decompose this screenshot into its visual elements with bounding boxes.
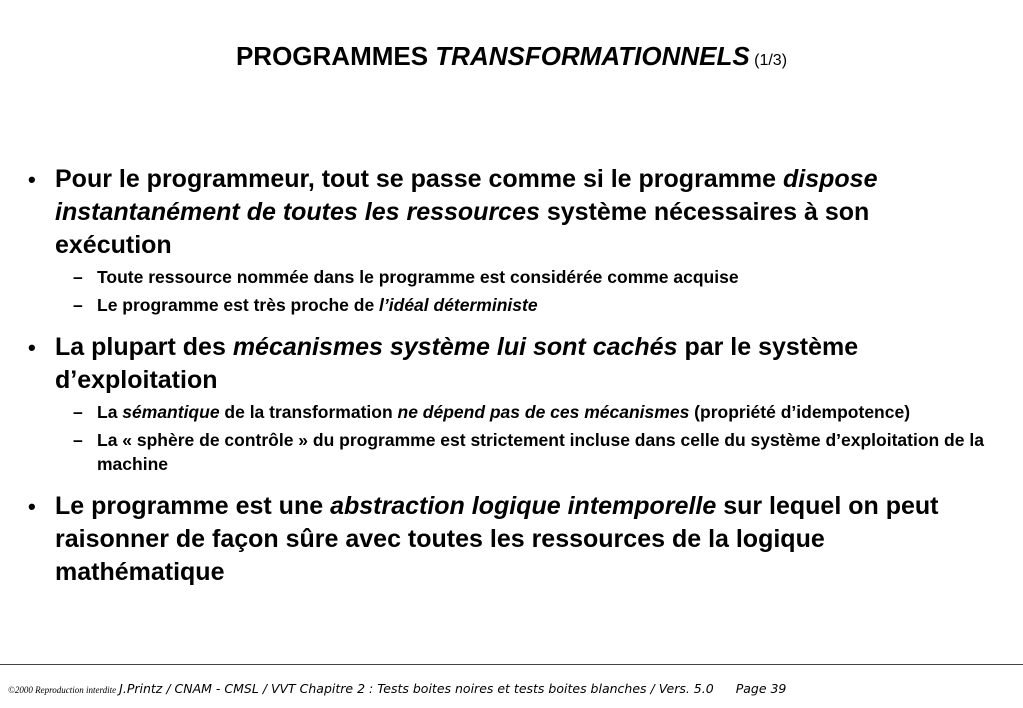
title-page-indicator: (1/3) — [749, 52, 788, 69]
sub-bullet-2-2 — [28, 428, 988, 476]
bullet-1 — [28, 163, 988, 262]
bullet-2 — [28, 331, 988, 397]
bullet-marker: • — [28, 167, 36, 192]
bullet-2-text-2: par le système d’exploitation — [55, 333, 859, 394]
footer-divider — [0, 664, 1023, 665]
sub-bullet-1-1-text: Toute ressource nommée dans le programme est considérée comme acquise — [97, 267, 739, 287]
slide-content — [28, 163, 988, 589]
sub-bullet-2-1 — [28, 400, 988, 424]
footer-page-number: Page 39 — [735, 681, 787, 696]
slide-title — [0, 40, 1023, 77]
sub-bullet-2-1-italic-1: sémantique — [122, 402, 220, 422]
dash-marker: – — [73, 402, 83, 422]
bullet-3-text-2: sur lequel on peut raisonner de façon sûre avec toutes les ressources de la logique mathématique — [55, 492, 939, 586]
bullet-marker: • — [28, 494, 36, 519]
dash-marker: – — [73, 267, 83, 287]
bullet-2-italic: mécanismes système lui sont cachés — [232, 333, 678, 361]
bullet-1-text-2: système nécessaires à son exécution — [55, 198, 870, 259]
bullet-3-italic: abstraction logique intemporelle — [330, 492, 717, 520]
dash-marker: – — [73, 430, 83, 450]
sub-bullet-1-2-text: Le programme est très proche de — [97, 295, 380, 315]
bullet-1-text-1: Pour le programmeur, tout se passe comme si le programme — [55, 165, 784, 193]
footer-info: J.Printz / CNAM - CMSL / VVT Chapitre 2 : Tests boites noires et tests boites blanches / Vers. 5.0 — [119, 681, 714, 696]
bullet-3 — [28, 490, 988, 589]
sub-bullet-2-2-text: La « sphère de contrôle » du programme est strictement incluse dans celle du système d’exploitation de la machine — [97, 430, 984, 474]
bullet-1-italic: dispose instantanément de toutes les ressources — [55, 165, 878, 226]
bullet-3-text-1: Le programme est une — [55, 492, 331, 520]
dash-marker: – — [73, 295, 83, 315]
footer — [8, 681, 786, 698]
title-italic: TRANSFORMATIONNELS — [435, 41, 750, 71]
bullet-2-text-1: La plupart des — [55, 333, 233, 361]
sub-bullet-2-1-text-3: (propriété d’idempotence) — [689, 402, 911, 422]
sub-bullet-1-2-italic: l’idéal déterministe — [379, 295, 538, 315]
sub-bullet-2-1-text-1: La — [97, 402, 123, 422]
title-main: PROGRAMMES — [235, 41, 436, 71]
bullet-marker: • — [28, 335, 36, 360]
sub-bullet-1-1 — [28, 265, 988, 289]
sub-bullet-2-1-text-2: de la transformation — [219, 402, 398, 422]
sub-bullet-2-1-italic-2: ne dépend pas de ces mécanismes — [397, 402, 690, 422]
sub-bullet-1-2 — [28, 293, 988, 317]
footer-copyright: ©2000 Reproduction interdite — [8, 685, 117, 695]
